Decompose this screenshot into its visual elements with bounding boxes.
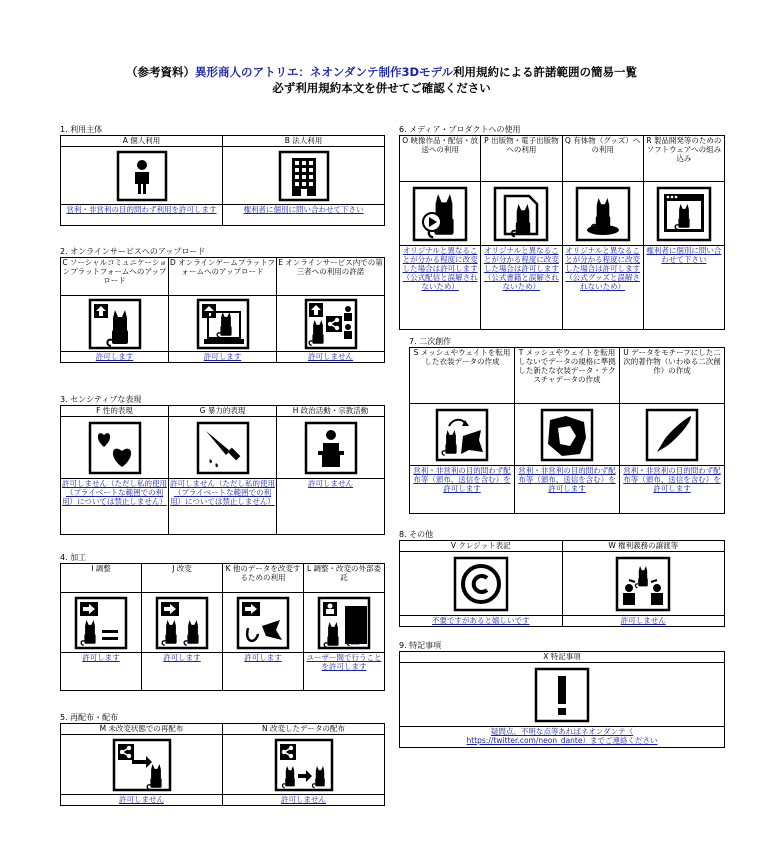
new-costume-icon [540,408,594,462]
person-icon [116,150,168,202]
section-title: 9. 特記事項 [399,641,442,650]
cell-note: 不要ですがあると嬉しいです [400,616,563,627]
cell-note: 許可します [142,653,223,691]
upload-cat-icon [88,298,142,350]
cell-note: 許可します [61,352,169,363]
cell-label: H 政治活動・宗教活動 [277,406,385,417]
cell-label: P 出版物・電子出版物への利用 [481,136,562,182]
contact-note: 疑問点、不明な点等あればネオンダンテ（ [490,727,634,736]
cell-label: B 法人利用 [223,136,385,147]
cell-label: E オンラインサービス内での第三者への利用の許諾 [277,258,385,296]
section-title: 3. センシティブな表現 [60,395,142,404]
cell-label: N 改変したデータの配布 [223,724,385,735]
cell-label: T メッシュやウェイトを転用しないでデータの規格に準拠した新たな衣装データ・テクスチャデータの作成 [515,348,620,404]
cell-label: S メッシュやウェイトを転用した衣装データの作成 [410,348,515,404]
section-6 [399,124,725,330]
section-title: 1. 利用主体 [60,125,103,134]
cell-label: D オンラインゲームプラットフォームへのアップロード [169,258,277,296]
building-icon [278,150,330,202]
cell-note: 許可しません [277,352,385,363]
cell-note [400,727,725,748]
cell-label: V クレジット表記 [400,541,563,552]
cell-label: J 改変 [142,564,223,593]
exclamation-icon [534,667,590,723]
publication-icon [493,186,549,242]
podium-icon [304,421,358,475]
cell-note: 許可しません [277,479,385,535]
knife-icon [196,421,250,475]
cell-note: 営利・非営利の目的問わず配布等（頒布、送信を含む）を許可します [410,466,515,514]
adjust-icon [74,596,128,650]
cell-note: 許可しません [61,795,223,806]
contact-link[interactable]: https://twitter.com/neon_dante）までご連絡ください [466,736,658,745]
hearts-icon [88,421,142,475]
section-7 [409,336,725,514]
use-other-icon [236,596,290,650]
section-1 [60,124,385,226]
cell-note: 許可しません（ただし私的使用（プライベートな範囲での利用）については禁止しません） [61,479,169,535]
cell-label: G 暴力的表現 [169,406,277,417]
pen-icon [645,408,699,462]
goods-icon [575,186,631,242]
cell-note: 許可します [169,352,277,363]
section-9 [399,640,725,748]
cell-label: C ソーシャルコミュニケーションプラットフォームへのアップロード [61,258,169,296]
page-title [0,64,763,96]
cell-note: オリジナルと異なることが分かる程度に改変した場合は許可します（公式書籍と誤解されないため） [481,246,562,330]
cell-note: 営利・非営利の目的問わず利用を許可します [61,205,223,226]
cell-note: 権利者に個別に問い合わせて下さい [643,246,724,330]
title-suffix: 利用規約による許諾範囲の簡易一覧 [452,65,637,79]
section-title: 4. 加工 [60,553,87,562]
cell-note: 許可します [61,653,142,691]
cell-note: 許可しません [562,616,725,627]
cell-label: O 映像作品・配信・放送への利用 [400,136,481,182]
software-icon [656,186,712,242]
modify-icon [155,596,209,650]
section-4 [60,552,385,691]
section-title: 2. オンラインサービスへのアップロード [60,247,206,256]
transfer-icon [615,556,671,612]
section-5 [60,712,385,806]
cell-label: K 他のデータを改変するための利用 [223,564,304,593]
section-3 [60,394,385,535]
cell-note: 権利者に個別に問い合わせて下さい [223,205,385,226]
cell-note: オリジナルと異なることが分かる程度に改変した場合は許可します（公式配信と誤解されないため） [400,246,481,330]
cell-note: 営利・非営利の目的問わず配布等（頒布、送信を含む）を許可します [620,466,725,514]
distribute-modified-icon [274,738,334,792]
cell-label: X 特記事項 [400,652,725,663]
cell-label: M 未改変状態での再配布 [61,724,223,735]
section-title: 6. メディア・プロダクトへの使用 [399,125,521,134]
title-line2: 必ず利用規約本文を併せてご確認ください [272,81,491,95]
outsource-icon [317,596,371,650]
cell-label: L 調整・改変の外部委託 [304,564,385,593]
cell-note: 許可します [223,653,304,691]
cell-label: A 個人利用 [61,136,223,147]
section-2 [60,246,385,363]
share-users-icon [304,298,358,350]
cell-label: Q 有体物（グッズ）への利用 [562,136,643,182]
section-title: 8. その他 [399,530,434,539]
section-title: 5. 再配布・配布 [60,713,119,722]
mesh-transfer-icon [435,408,489,462]
cell-label: U データをモチーフにした二次的著作物（いわゆる二次創作）の作成 [620,348,725,404]
section-title: 7. 二次創作 [409,337,452,346]
upload-game-icon [196,298,250,350]
cell-label: R 製品開発等のためのソフトウェアへの組み込み [643,136,724,182]
cell-note: 許可しません [223,795,385,806]
cell-label: F 性的表現 [61,406,169,417]
redistribute-icon [112,738,172,792]
cell-note: 許可しません（ただし私的使用（プライベートな範囲での利用）については禁止しません） [169,479,277,535]
copyright-icon [453,556,509,612]
cell-note: ユーザー間で行うことを許可します [304,653,385,691]
cell-note: オリジナルと異なることが分かる程度に改変した場合は許可します（公式グッズと誤解されないため） [562,246,643,330]
title-prefix: （参考資料） [126,65,196,79]
video-icon [412,186,468,242]
cell-label: W 権利義務の譲渡等 [562,541,725,552]
cell-note: 営利・非営利の目的問わず配布等（頒布、送信を含む）を許可します [515,466,620,514]
cell-label: I 調整 [61,564,142,593]
title-name: 異形商人のアトリエ：ネオンダンテ制作3Dモデル [195,65,453,79]
section-8 [399,529,725,627]
